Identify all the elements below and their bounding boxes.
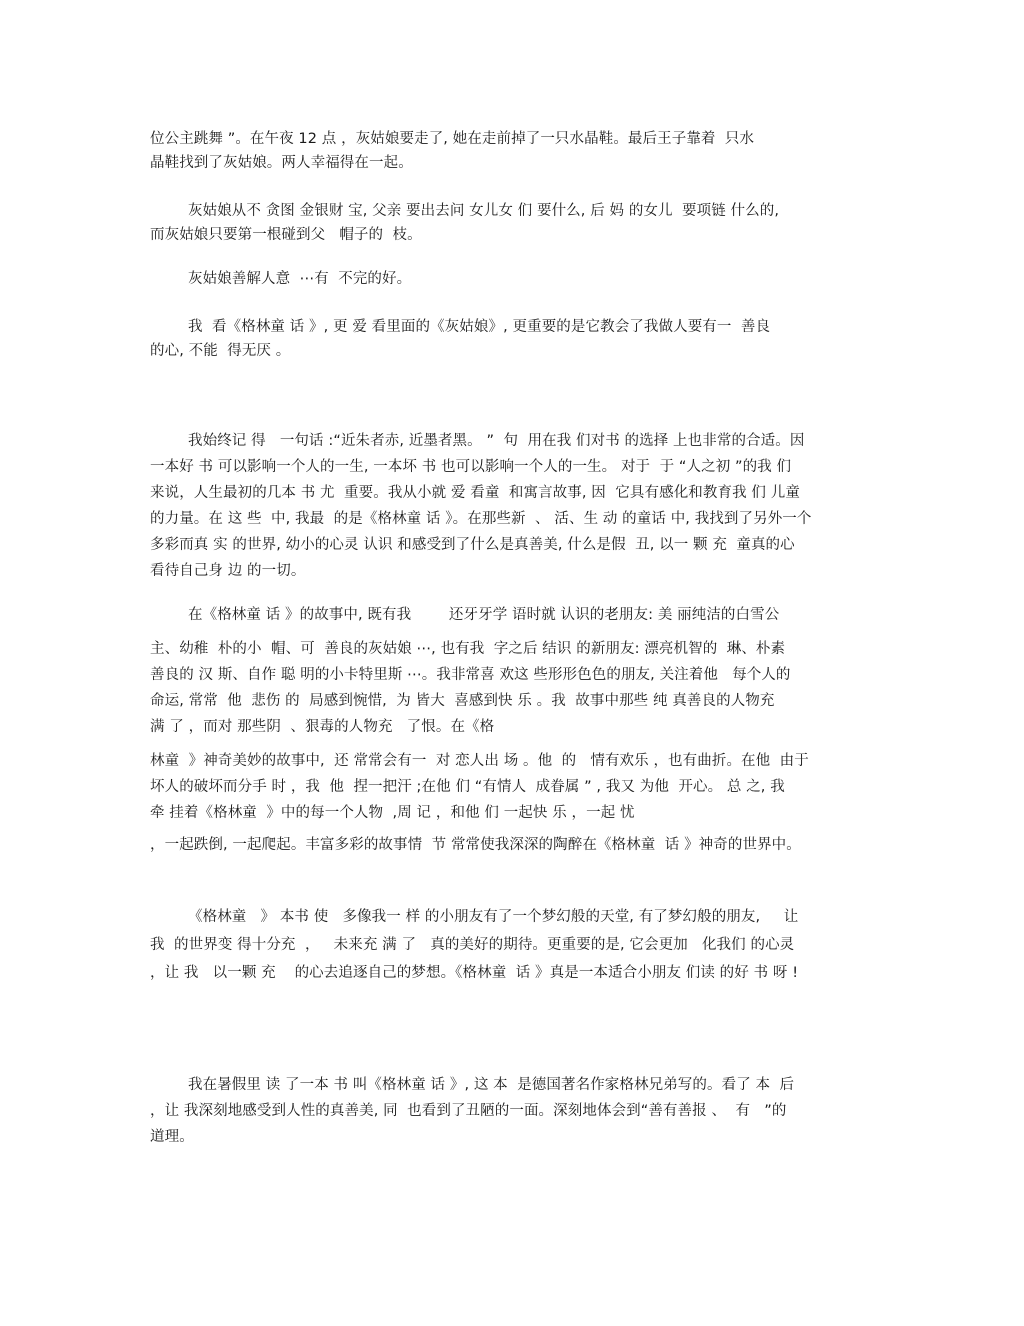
text-line: 一本好 书 可以影响一个人的一生, 一本坏 书 也可以影响一个人的一生。 对于 于 “人之初 ”的我 们 xyxy=(150,459,792,475)
text-line: 善良的 汉 斯、自作 聪 明的小卡特里斯 ⋯。我非常喜 欢这 些形形色色的朋友, 关注着他 每个人的 xyxy=(150,667,791,683)
text-line: 满 了 ，而对 那些阴 、狠毒的人物充 了恨。在《格 xyxy=(150,719,495,735)
text-line: 我 的世界变 得十分充 ， 未来充 满 了 真的美好的期待。更重要的是, 它会更加 化我们 的心灵 xyxy=(150,937,795,953)
text-line: 道理。 xyxy=(150,1129,194,1145)
text-line: 灰姑娘从不 贪图 金银财 宝, 父亲 要出去问 女儿女 们 要什么, 后 妈 的女儿 要项链 什么的, xyxy=(188,203,780,219)
text-line: ，让 我深刻地感受到人性的真善美, 同 也看到了丑陋的一面。深刻地体会到“善有善报 、 有 ”的 xyxy=(150,1103,787,1119)
text-line: 而灰姑娘只要第一根碰到父 帽子的 枝。 xyxy=(150,227,422,243)
text-line: 坏人的破坏而分手 时 ，我 他 捏一把汗 ;在他 们 “有情人 成眷属 ” , 我又 为他 开心。 总 之, 我 xyxy=(150,779,785,795)
text-line: 我 看《格林童 话 》, 更 爱 看里面的《灰姑娘》, 更重要的是它教会了我做人要有一 善良 xyxy=(188,319,771,335)
text-line: ，让 我 以一颗 充 的心去追逐自己的梦想。《格林童 话 》真是一本适合小朋友 们读 的好 书 呀 ! xyxy=(150,965,799,981)
text-line: 多彩而真 实 的世界, 幼小的心灵 认识 和感受到了什么是真善美, 什么是假 丑, 以一 颗 充 童真的心 xyxy=(150,537,795,553)
text-line: 牵 挂着《格林童 》中的每一个人物 ,周 记 ，和他 们 一起快 乐 ，一起 忧 xyxy=(150,805,635,821)
text-line: 我始终记 得 一句话 :“近朱者赤, 近墨者黑。 ” 句 用在我 们对书 的选择 上也非常的合适。因 xyxy=(188,433,805,449)
text-line: 命运, 常常 他 悲伤 的 局感到惋惜, 为 皆大 喜感到快 乐 。我 故事中那些 纯 真善良的人物充 xyxy=(150,693,775,709)
text-line: 晶鞋找到了灰姑娘。两人幸福得在一起。 xyxy=(150,155,413,171)
text-line: 看待自己身 边 的一切。 xyxy=(150,563,306,579)
text-line: 位公主跳舞 ”。在午夜 12 点 ，灰姑娘要走了, 她在走前掉了一只水晶鞋。最后王子靠着 只水 xyxy=(150,131,755,147)
text-line: 在《格林童 话 》的故事中, 既有我 还牙牙学 语时就 认识的老朋友: 美 丽纯洁的白雪公 xyxy=(188,607,780,623)
text-line: ，一起跌倒, 一起爬起。丰富多彩的故事情 节 常常使我深深的陶醉在《格林童 话 》神奇的世界中。 xyxy=(150,837,801,853)
text-line: 来说，人生最初的几本 书 尤 重要。我从小就 爱 看童 和寓言故事, 因 它具有感化和教育我 们 儿童 xyxy=(150,485,800,501)
text-line: 林童 》神奇美妙的故事中, 还 常常会有一 对 恋人出 场 。他 的 情有欢乐 ，也有曲折。在他 由于 xyxy=(150,753,809,769)
text-line: 的心, 不能 得无厌 。 xyxy=(150,343,291,359)
text-line: 的力量。在 这 些 中, 我最 的是《格林童 话 》。在那些新 、 活、生 动 的童话 中, 我找到了另外一个 xyxy=(150,511,812,527)
text-line: 主、幼稚 朴的小 帽、可 善良的灰姑娘 ⋯, 也有我 字之后 结识 的新朋友: 漂亮机智的 琳、朴素 xyxy=(150,641,786,657)
text-line: 灰姑娘善解人意 ⋯有 不完的好。 xyxy=(188,271,412,287)
text-line: 我在暑假里 读 了一本 书 叫《格林童 话 》, 这 本 是德国著名作家格林兄弟写的。看了 本 后 xyxy=(188,1077,795,1093)
text-line: 《格林童 》 本书 使 多像我一 样 的小朋友有了一个梦幻般的天堂, 有了梦幻般的朋友, 让 xyxy=(188,909,799,925)
